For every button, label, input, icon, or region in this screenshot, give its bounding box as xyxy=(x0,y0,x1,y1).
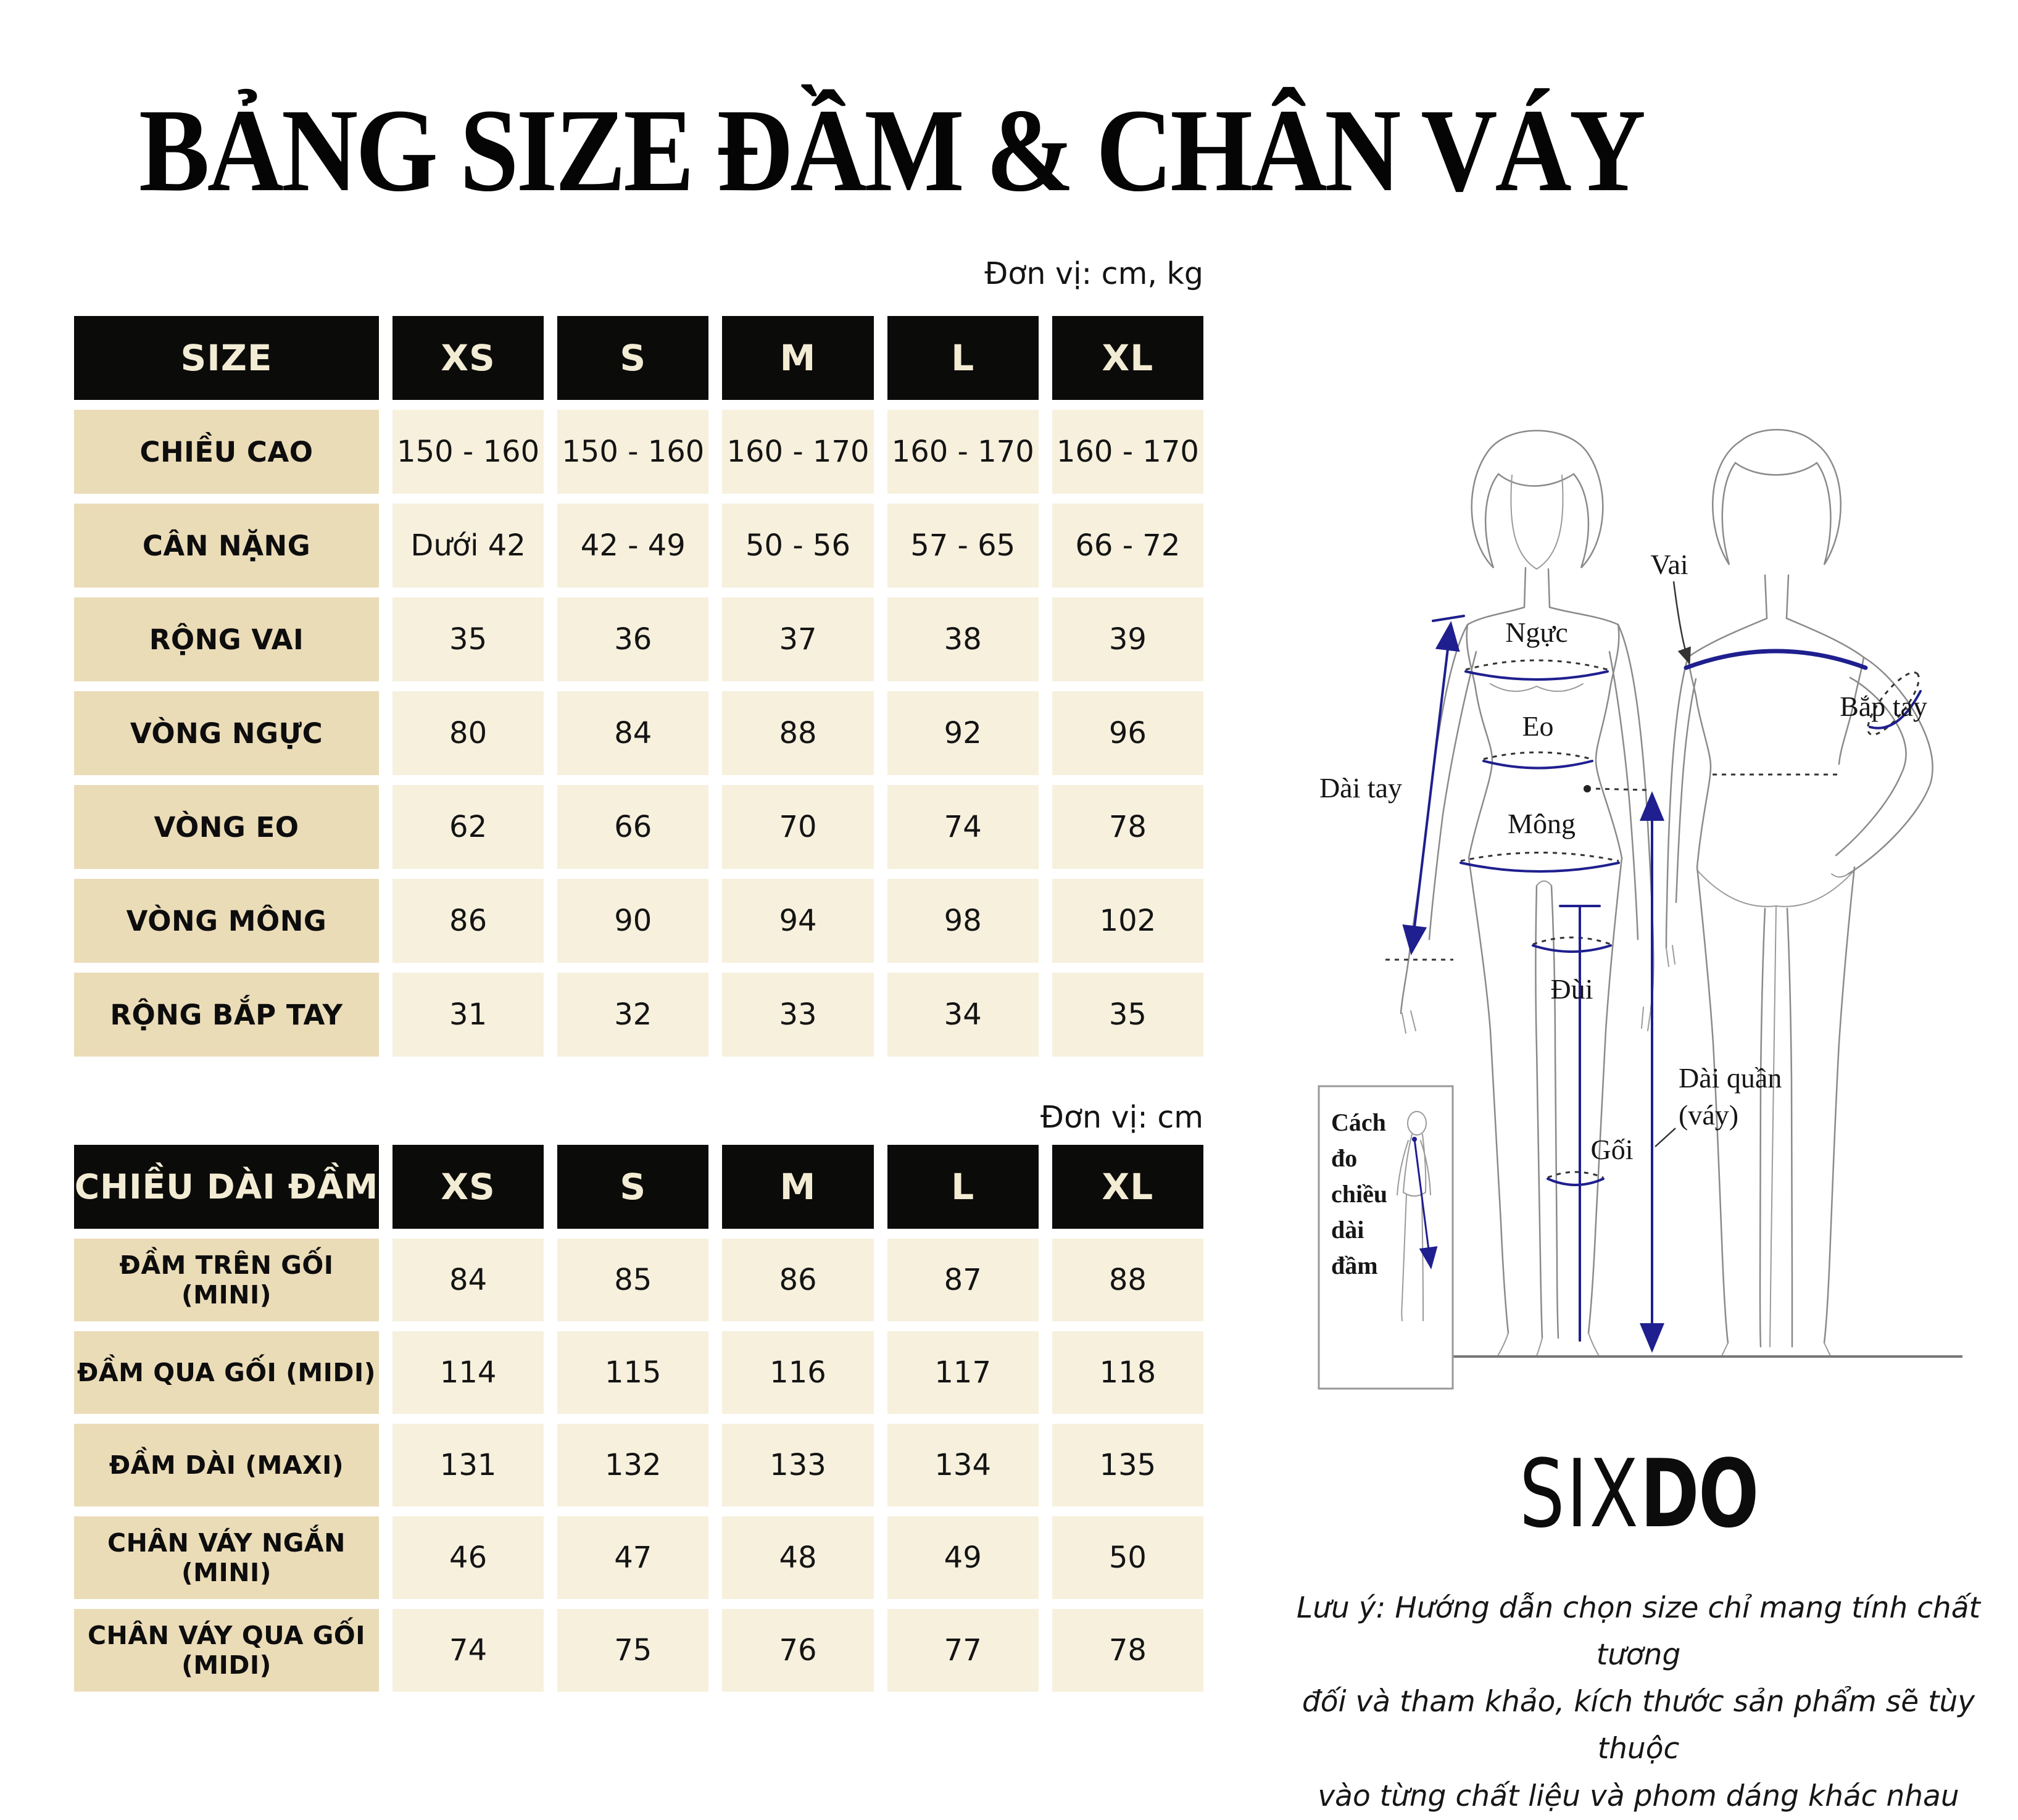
hip-label: Mông xyxy=(1508,808,1576,839)
size_table-row-label: VÒNG MÔNG xyxy=(74,879,379,963)
length_table-value-cell: 74 xyxy=(392,1609,544,1692)
length_table-value-cell: 117 xyxy=(887,1331,1039,1414)
size_table-row-label: RỘNG BẮP TAY xyxy=(74,973,379,1057)
size_table-value-cell: 88 xyxy=(722,691,873,775)
size_table-value-cell: 66 - 72 xyxy=(1052,504,1203,588)
size_table-row-label: RỘNG VAI xyxy=(74,597,379,681)
length_table-header-5: XL xyxy=(1052,1145,1203,1229)
length_table-value-cell: 76 xyxy=(722,1609,873,1692)
size_table-value-cell: 70 xyxy=(722,785,873,869)
length_table-value-cell: 85 xyxy=(557,1239,708,1321)
note-line-3: vào từng chất liệu và phom dáng khác nhau xyxy=(1318,1779,1959,1813)
length_table-header-4: L xyxy=(887,1145,1039,1229)
size_table-value-cell: 42 - 49 xyxy=(557,504,708,588)
brand-logo-six: SIX xyxy=(1519,1439,1640,1548)
length_table-value-cell: 88 xyxy=(1052,1239,1203,1321)
size_table-value-cell: 34 xyxy=(887,973,1039,1057)
length_table-row-label: ĐẦM QUA GỐI (MIDI) xyxy=(74,1331,379,1414)
size_table-value-cell: 102 xyxy=(1052,879,1203,963)
note-line-2: đối và tham khảo, kích thước sản phẩm sẽ tùy thuộc xyxy=(1302,1685,1975,1766)
brand-logo-do: DO xyxy=(1640,1439,1758,1548)
brand-logo xyxy=(1314,1438,1962,1550)
inset-word-4: dài xyxy=(1331,1216,1364,1244)
skirt-length-label-line2: (váy) xyxy=(1679,1099,1739,1131)
length_table-row-label: CHÂN VÁY QUA GỐI (MIDI) xyxy=(74,1609,379,1692)
size_table-header-3: M xyxy=(722,316,873,400)
length_table-value-cell: 78 xyxy=(1052,1609,1203,1692)
size_table-value-cell: 35 xyxy=(392,597,544,681)
size_table-header-0: SIZE xyxy=(74,316,379,400)
length_table-value-cell: 75 xyxy=(557,1609,708,1692)
upper-arm-label: Bắp tay xyxy=(1840,691,1927,722)
size_table-value-cell: Dưới 42 xyxy=(392,504,544,588)
size_table-value-cell: 96 xyxy=(1052,691,1203,775)
length_table-row-label: ĐẦM TRÊN GỐI (MINI) xyxy=(74,1239,379,1321)
size_table-header-5: XL xyxy=(1052,316,1203,400)
size_table-value-cell: 31 xyxy=(392,973,544,1057)
length_table-header-3: M xyxy=(722,1145,873,1229)
length_table-value-cell: 86 xyxy=(722,1239,873,1321)
length_table-value-cell: 132 xyxy=(557,1424,708,1506)
size_table-value-cell: 78 xyxy=(1052,785,1203,869)
size_table-value-cell: 39 xyxy=(1052,597,1203,681)
size_table-value-cell: 150 - 160 xyxy=(557,410,708,494)
inset-word-5: đầm xyxy=(1331,1252,1378,1279)
size_table-value-cell: 62 xyxy=(392,785,544,869)
size_table-value-cell: 94 xyxy=(722,879,873,963)
size_table-value-cell: 57 - 65 xyxy=(887,504,1039,588)
size_table-value-cell: 33 xyxy=(722,973,873,1057)
unit-label-body-table: Đơn vị: cm, kg xyxy=(984,256,1203,291)
measurement-diagram-svg xyxy=(1247,383,2018,1389)
measurement-diagram xyxy=(1247,383,2018,1389)
back-figure-sketch xyxy=(1666,430,1933,1356)
inset-word-1: Cách xyxy=(1331,1108,1386,1136)
size_table-row-label: VÒNG NGỰC xyxy=(74,691,379,775)
length_table-value-cell: 134 xyxy=(887,1424,1039,1506)
length_table-value-cell: 46 xyxy=(392,1516,544,1599)
length_table-value-cell: 84 xyxy=(392,1239,544,1321)
size_table-value-cell: 35 xyxy=(1052,973,1203,1057)
shoulder-label: Vai xyxy=(1650,549,1688,580)
size_table-row-label: CÂN NẶNG xyxy=(74,504,379,588)
inset-word-3: chiều xyxy=(1331,1180,1388,1208)
thigh-label: Đùi xyxy=(1550,973,1593,1005)
size_table-value-cell: 74 xyxy=(887,785,1039,869)
note-text xyxy=(1284,1585,1993,1820)
size_table-header-2: S xyxy=(557,316,708,400)
length_table-value-cell: 50 xyxy=(1052,1516,1203,1599)
sleeve-length-label: Dài tay xyxy=(1319,772,1403,804)
length_table-value-cell: 114 xyxy=(392,1331,544,1414)
size_table-value-cell: 36 xyxy=(557,597,708,681)
size_table-value-cell: 160 - 170 xyxy=(887,410,1039,494)
length_table-value-cell: 47 xyxy=(557,1516,708,1599)
size_table-value-cell: 160 - 170 xyxy=(1052,410,1203,494)
size_table-row-label: CHIỀU CAO xyxy=(74,410,379,494)
length_table-value-cell: 133 xyxy=(722,1424,873,1506)
size_table-value-cell: 38 xyxy=(887,597,1039,681)
length_table-value-cell: 87 xyxy=(887,1239,1039,1321)
waist-label: Eo xyxy=(1522,710,1554,742)
size_table-value-cell: 150 - 160 xyxy=(392,410,544,494)
size_table-value-cell: 86 xyxy=(392,879,544,963)
size_table-value-cell: 84 xyxy=(557,691,708,775)
inset-word-2: đo xyxy=(1331,1144,1358,1172)
length_table-header-0: CHIỀU DÀI ĐẦM xyxy=(74,1145,379,1229)
length_table-value-cell: 77 xyxy=(887,1609,1039,1692)
unit-label-length-table: Đơn vị: cm xyxy=(1040,1100,1203,1135)
length_table-value-cell: 49 xyxy=(887,1516,1039,1599)
length_table-row-label: CHÂN VÁY NGẮN (MINI) xyxy=(74,1516,379,1599)
size_table-row-label: VÒNG EO xyxy=(74,785,379,869)
length_table-value-cell: 135 xyxy=(1052,1424,1203,1506)
length_table-header-2: S xyxy=(557,1145,708,1229)
body-size-table xyxy=(74,316,1203,1057)
size_table-value-cell: 160 - 170 xyxy=(722,410,873,494)
length_table-header-1: XS xyxy=(392,1145,544,1229)
size_table-value-cell: 92 xyxy=(887,691,1039,775)
skirt-length-label-line1: Dài quần xyxy=(1679,1062,1782,1094)
size_table-value-cell: 50 - 56 xyxy=(722,504,873,588)
length_table-value-cell: 118 xyxy=(1052,1331,1203,1414)
note-line-1: Lưu ý: Hướng dẫn chọn size chỉ mang tính chất tương xyxy=(1297,1591,1980,1672)
size_table-value-cell: 37 xyxy=(722,597,873,681)
size_table-value-cell: 98 xyxy=(887,879,1039,963)
length_table-value-cell: 48 xyxy=(722,1516,873,1599)
dress-length-inset xyxy=(1319,1086,1453,1389)
size_table-header-1: XS xyxy=(392,316,544,400)
size_table-value-cell: 66 xyxy=(557,785,708,869)
size_table-value-cell: 32 xyxy=(557,973,708,1057)
size_table-value-cell: 90 xyxy=(557,879,708,963)
bust-label: Ngực xyxy=(1505,617,1568,648)
length_table-value-cell: 115 xyxy=(557,1331,708,1414)
size_table-header-4: L xyxy=(887,316,1039,400)
size_table-value-cell: 80 xyxy=(392,691,544,775)
length_table-row-label: ĐẦM DÀI (MAXI) xyxy=(74,1424,379,1506)
page-title: BẢNG SIZE ĐẦM & CHÂN VÁY xyxy=(139,85,1643,217)
knee-label: Gối xyxy=(1590,1134,1634,1165)
length_table-value-cell: 116 xyxy=(722,1331,873,1414)
length_table-value-cell: 131 xyxy=(392,1424,544,1506)
dress-length-table xyxy=(74,1145,1203,1692)
